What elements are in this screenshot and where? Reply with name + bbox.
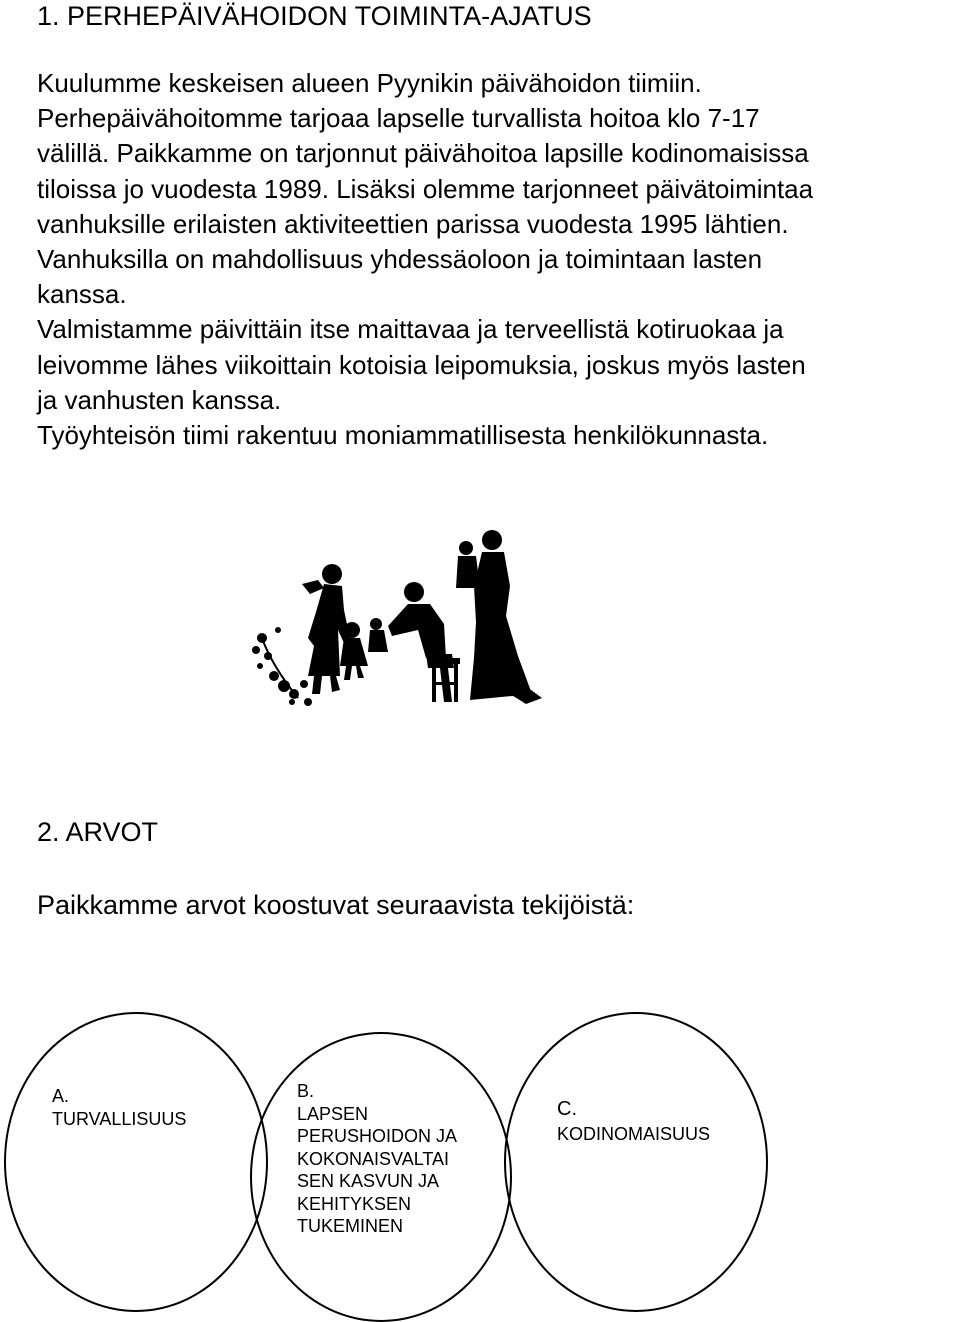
value-circle-a bbox=[4, 1012, 268, 1312]
value-text-line: TUKEMINEN bbox=[297, 1216, 404, 1236]
value-text-line: TURVALLISUUS bbox=[52, 1108, 187, 1129]
value-letter: C. bbox=[557, 1098, 577, 1120]
paragraph-line: ja vanhusten kanssa. bbox=[37, 384, 282, 415]
paragraph-line: tiloissa jo vuodesta 1989. Lisäksi olemme tarjonneet päivätoimintaa bbox=[37, 173, 814, 204]
value-text-line: PERUSHOIDON JA bbox=[297, 1126, 458, 1146]
paragraph-line: Vanhuksilla on mahdollisuus yhdessäoloon ja toimintaan lasten bbox=[37, 244, 763, 275]
paragraph-line: leivomme lähes viikoittain kotoisia leipomuksia, joskus myös lasten bbox=[37, 349, 806, 380]
section-1-heading: 1. PERHEPÄIVÄHOIDON TOIMINTA-AJATUS bbox=[37, 1, 592, 31]
value-text-line: KOKONAISVALTAI bbox=[297, 1148, 450, 1169]
value-text-line: KODINOMAISUUS bbox=[557, 1124, 711, 1144]
paragraph-line: Perhepäivähoitomme tarjoaa lapselle turvallista hoitoa klo 7-17 bbox=[37, 103, 760, 134]
value-text-line: LAPSEN bbox=[297, 1103, 369, 1124]
value-letter: A. bbox=[52, 1086, 70, 1106]
section-2-heading: 2. ARVOT bbox=[37, 817, 159, 847]
value-letter: B. bbox=[297, 1081, 315, 1101]
paragraph-line: Valmistamme päivittäin itse maittavaa ja terveellistä kotiruokaa ja bbox=[37, 314, 784, 345]
values-lead-text: Paikkamme arvot koostuvat seuraavista tekijöistä: bbox=[37, 890, 635, 920]
value-label-c bbox=[557, 1097, 710, 1146]
intro-paragraph bbox=[37, 66, 957, 453]
paragraph-line: vanhuksille erilaisten aktiviteettien parissa vuodesta 1995 lähtien. bbox=[37, 208, 789, 239]
paragraph-line: välillä. Paikkamme on tarjonnut päivähoitoa lapsille kodinomaisissa bbox=[37, 138, 809, 169]
paragraph-line: Kuulumme keskeisen alueen Pyynikin päivähoidon tiimiin. bbox=[37, 68, 702, 98]
value-label-b bbox=[297, 1080, 457, 1238]
paragraph-line: kanssa. bbox=[37, 279, 127, 310]
value-circle-c bbox=[504, 1012, 768, 1312]
family-silhouette-icon bbox=[248, 526, 548, 716]
value-text-line: KEHITYKSEN bbox=[297, 1193, 412, 1214]
value-label-a bbox=[52, 1085, 186, 1130]
paragraph-line: Työyhteisön tiimi rakentuu moniammatillisesta henkilökunnasta. bbox=[37, 420, 769, 451]
value-text-line: SEN KASVUN JA bbox=[297, 1171, 440, 1191]
